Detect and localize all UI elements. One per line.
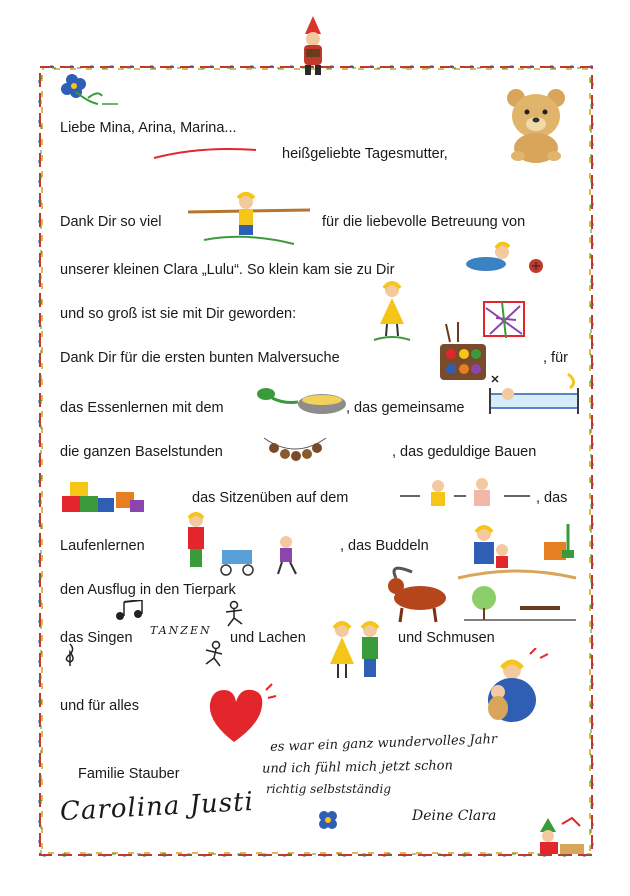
handwritten-signature: Carolina Justi (59, 786, 255, 828)
building-blocks-illustration (58, 478, 150, 514)
treble-clef-icon (62, 642, 78, 668)
text-line: und so groß ist sie mit Dir geworden: (60, 306, 297, 322)
sleeping-in-bed-illustration (484, 368, 592, 418)
crawling-baby-illustration (458, 240, 554, 280)
text-line: , für (543, 350, 568, 366)
text-line: die ganzen Baselstunden (60, 444, 223, 460)
text-line: den Ausflug in den Tierpark (60, 582, 236, 598)
gnome-corner-illustration (534, 814, 590, 860)
tanzen-word: TANZEN (150, 624, 212, 637)
text-line: und Lachen (230, 630, 306, 646)
dancing-figure-icon (202, 640, 226, 668)
red-swoosh-decoration (150, 144, 260, 162)
text-line: und für alles (60, 698, 139, 714)
music-notes-icon (112, 600, 152, 622)
handwritten-clara-signature: Deine Clara (412, 808, 497, 824)
heart-icon (204, 682, 278, 748)
blue-flower-icon (316, 808, 340, 832)
text-line: , das gemeinsame (346, 400, 465, 416)
blue-flower-icon (58, 70, 128, 112)
spoon-bowl-illustration (254, 384, 350, 420)
text-line: das Essenlernen mit dem (60, 400, 224, 416)
text-line: , das geduldige Bauen (392, 444, 537, 460)
text-line: das Singen (60, 630, 133, 646)
text-line: für die liebevolle Betreuung von (322, 214, 526, 230)
dancing-figure-icon (222, 600, 246, 628)
text-line: Dank Dir für die ersten bunten Malversuche (60, 350, 340, 366)
handwritten-note: und ich fühl mich jetzt schon (261, 758, 454, 777)
handwritten-note: richtig selbstständig (266, 782, 392, 796)
handwritten-note: es war ein ganz wundervolles Jahr (269, 732, 498, 755)
standing-girl-illustration (372, 278, 412, 344)
ibex-illustration (372, 566, 462, 626)
text-line: Dank Dir so viel (60, 214, 162, 230)
hug-illustration (470, 648, 554, 730)
text-line: , das (536, 490, 568, 506)
text-line: und Schmusen (398, 630, 495, 646)
park-bench-illustration (460, 580, 580, 626)
greeting-line-2: heißgeliebte Tagesmutter, (282, 146, 448, 162)
sitting-children-illustration (396, 472, 536, 520)
walking-with-stroller-illustration (170, 510, 320, 580)
two-children-illustration (322, 618, 392, 684)
bead-necklace-illustration (260, 432, 330, 466)
text-line: das Sitzenüben auf dem (192, 490, 349, 506)
teddy-bear-illustration (502, 86, 570, 164)
gnome-illustration (296, 14, 330, 78)
child-arms-wide-illustration (184, 192, 314, 248)
greeting-line: Liebe Mina, Arina, Marina... (60, 120, 237, 136)
text-line: unserer kleinen Clara „Lulu“. So klein kam sie zu Dir (60, 262, 395, 278)
closing-family-name: Familie Stauber (78, 766, 180, 782)
text-line: , das Buddeln (340, 538, 429, 554)
text-line: Laufenlernen (60, 538, 145, 554)
